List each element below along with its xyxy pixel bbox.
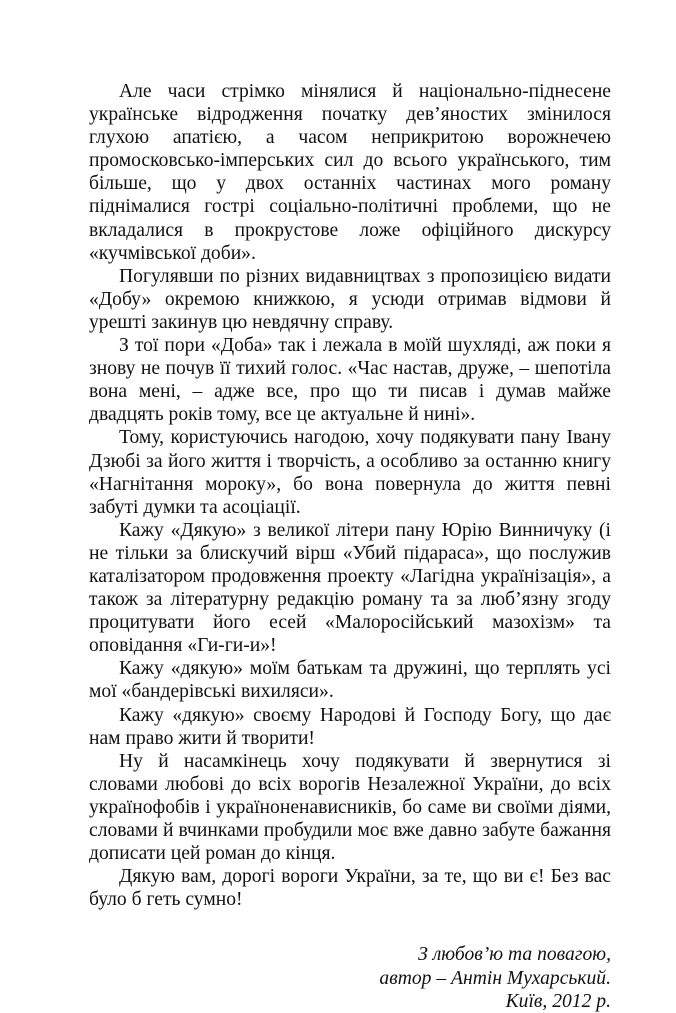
paragraph-3: З тої пори «Доба» так і лежала в моїй шухляді, аж поки я знову не почув її тихий голос. «Час настав, друже, – шепотіла вона мені, – адже все, про що ти писав і думав майже двадцять років тому, все це актуальне й нині». [89,335,611,426]
signature-block [89,943,611,1013]
signature-greeting: З любов’ю та повагою, [418,944,611,966]
paragraph-8: Ну й насамкінець хочу подякувати й звернутися зі словами любові до всіх ворогів Незалежної України, до всіх українофобів і українoненависників, бо саме ви своїми діями, словами й вчинками пробудили моє вже давно забуте бажання дописати цей роман до кінця. [89,750,611,865]
paragraph-6: Кажу «дякую» моїм батькам та дружині, що терплять усі мої «бандерівські вихиляси». [89,658,611,703]
document-page [89,80,611,1013]
paragraph-1: Але часи стрімко мінялися й національно-піднесене українське відродження початку дев’яностих змінилося глухою апатією, а часом неприкритою ворожнечею промосковсько-імперських сил до всього українського, тим більше, що у двох останніх частинах мого роману піднімалися гострі соціально-політичні проблеми, що не вкладалися в прокрустове ложе офіційного дискурсу «кучмівської доби». [89,81,611,264]
paragraph-5: Кажу «Дякую» з великої літери пану Юрію Винничуку (і не тільки за блискучий вірш «Убий підараса», що послужив каталізатором продовження проекту «Лагідна українізація», а також за літературну редакцію роману та за люб’язну згоду процитувати його есей «Малоросійський мазохізм» та оповідання «Ги-ги-и»! [89,519,611,657]
paragraph-4: Тому, користуючись нагодою, хочу подякувати пану Івану Дзюбі за його життя і творчість, а особливо за останню книгу «Нагнітання мороку», бо вона повернула до життя певні забуті думки та асоціації. [89,427,611,518]
paragraph-2: Погулявши по різних видавництвах з пропозицією видати «Добу» окремою книжкою, я усюди отримав відмови й урешті закинув цю невдячну справу. [89,265,611,333]
paragraph-7: Кажу «дякую» своєму Народові й Господу Богу, що дає нам право жити й творити! [89,704,611,749]
signature-author: автор – Антін Мухарський. [379,967,611,989]
paragraph-9: Дякую вам, дорогі вороги України, за те, що ви є! Без вас було б геть сумно! [89,866,611,911]
signature-place-date: Київ, 2012 р. [505,990,611,1012]
